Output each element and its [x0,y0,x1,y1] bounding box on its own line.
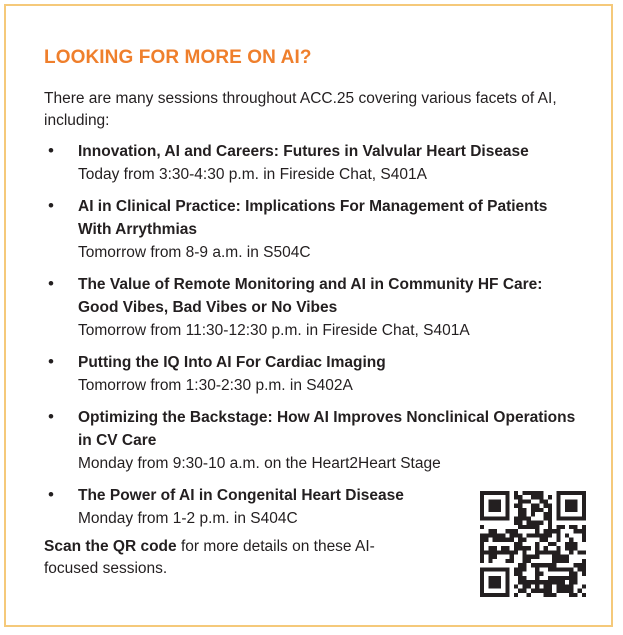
session-title: The Value of Remote Monitoring and AI in Community HF Care: Good Vibes, Bad Vibes or No Vibes [78,276,543,316]
list-item [44,195,584,264]
list-item [44,273,584,342]
session-time: Today from 3:30-4:30 p.m. in Fireside Chat, S401A [78,166,427,183]
section-heading: LOOKING FOR MORE ON AI? [44,47,312,68]
list-item [44,406,584,475]
bullet-icon: • [48,274,54,293]
qr-instructions [44,536,384,580]
bullet-icon: • [48,407,54,426]
session-time: Tomorrow from 1:30-2:30 p.m. in S402A [78,377,353,394]
session-time: Tomorrow from 8-9 a.m. in S504C [78,244,311,261]
qr-instructions-rest: for more details on these AI-focused sessions. [44,538,375,577]
bullet-icon: • [48,141,54,160]
session-list [44,140,584,539]
session-title: The Power of AI in Congenital Heart Disease [78,487,404,504]
session-title: Optimizing the Backstage: How AI Improves Nonclinical Operations in CV Care [78,409,576,449]
session-title: AI in Clinical Practice: Implications For Management of Patients With Arrythmias [78,198,548,238]
session-time: Monday from 1-2 p.m. in S404C [78,510,298,527]
list-item [44,140,584,186]
qr-instructions-bold: Scan the QR code [44,538,177,555]
session-title: Innovation, AI and Careers: Futures in Valvular Heart Disease [78,143,529,160]
session-time: Tomorrow from 11:30-12:30 p.m. in Fireside Chat, S401A [78,322,470,339]
bullet-icon: • [48,352,54,371]
session-time: Monday from 9:30-10 a.m. on the Heart2Heart Stage [78,455,441,472]
intro-text: There are many sessions throughout ACC.25 covering various facets of AI, including: [44,90,557,129]
qr-code-icon[interactable] [480,491,586,597]
bullet-icon: • [48,196,54,215]
session-title: Putting the IQ Into AI For Cardiac Imaging [78,354,386,371]
bullet-icon: • [48,485,54,504]
list-item [44,351,584,397]
